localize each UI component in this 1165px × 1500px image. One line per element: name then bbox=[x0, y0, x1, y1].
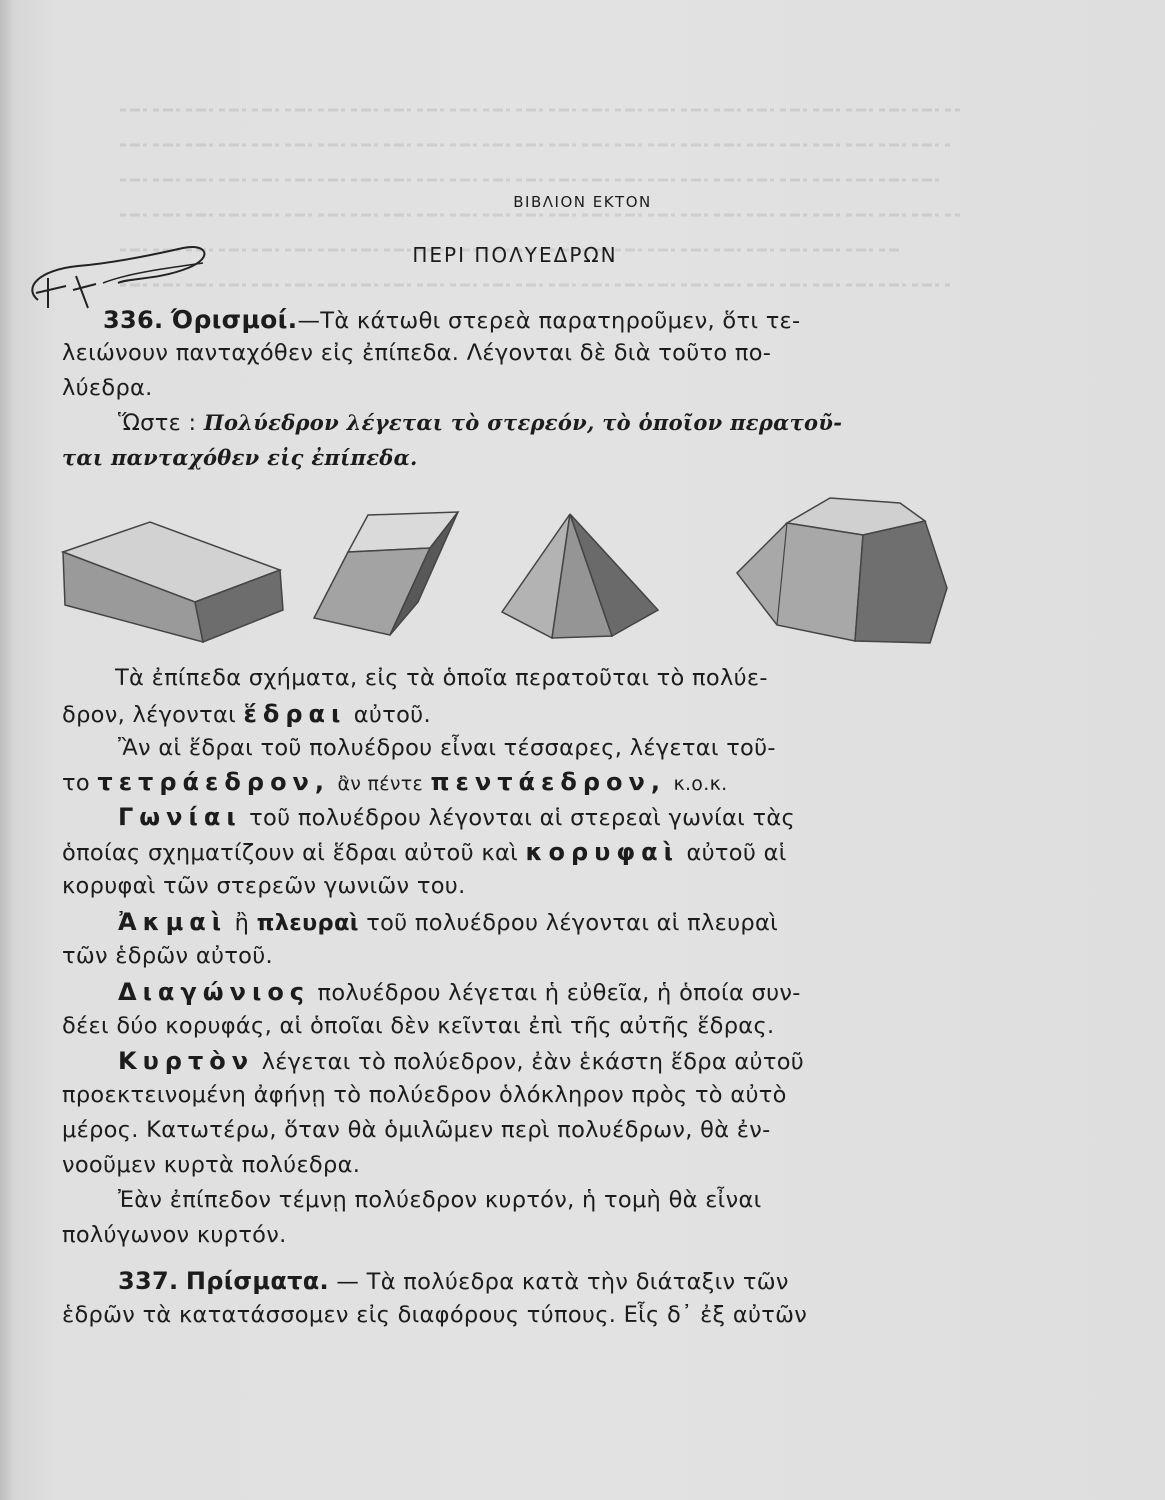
section-number: 336. bbox=[103, 306, 164, 334]
term-diagonios: Διαγώνιος bbox=[118, 978, 311, 1006]
section-number: 337. bbox=[118, 1267, 179, 1295]
text-span: τοῦ πολυέδρου λέγονται αἱ στερεαὶ γωνίαι τὰς bbox=[249, 805, 796, 831]
section-336-line-2: λειώνουν πανταχόθεν εἰς ἐπίπεδα. Λέγονται δὲ διὰ τοῦτο πο- bbox=[62, 340, 772, 366]
term-kyrton: Κυρτὸν bbox=[118, 1047, 255, 1075]
p6-line-4: νοοῦμεν κυρτὰ πολύεδρα. bbox=[62, 1152, 361, 1178]
text-span: το bbox=[62, 770, 90, 796]
term-koryfai: κορυφαὶ bbox=[525, 838, 679, 866]
text-span: αὐτοῦ αἱ bbox=[686, 840, 787, 866]
chapter-title: ΠΕΡΙ ΠΟΛΥΕΔΡΩΝ bbox=[412, 243, 618, 267]
p6-line-1 bbox=[118, 1047, 804, 1075]
p4-line-2: τῶν ἑδρῶν αὐτοῦ. bbox=[62, 943, 274, 969]
section-heading: Πρίσματα. bbox=[185, 1267, 329, 1295]
p5-line-1 bbox=[118, 978, 801, 1006]
p2-line-1: Ἂν αἱ ἕδραι τοῦ πολυέδρου εἶναι τέσσαρες, λέγεται τοῦ- bbox=[118, 735, 776, 761]
term-plevrai: πλευραὶ bbox=[256, 910, 359, 936]
p7-line-1: Ἐὰν ἐπίπεδον τέμνῃ πολύεδρον κυρτόν, ἡ τομὴ θὰ εἶναι bbox=[118, 1187, 762, 1213]
p4-line-1 bbox=[118, 908, 778, 936]
p3-line-2 bbox=[62, 838, 787, 866]
definition-text: Πολύεδρον λέγεται τὸ στερεόν, τὸ ὁποῖον περατοῦ- bbox=[203, 410, 843, 435]
term-edrai: ἕδραι bbox=[243, 700, 347, 728]
section-337-line-1 bbox=[118, 1267, 789, 1295]
definition-line-1 bbox=[118, 410, 842, 436]
pyramid-figure bbox=[500, 512, 660, 642]
text-span: δρον, λέγονται bbox=[62, 702, 237, 728]
text-span: — Τὰ πολύεδρα κατὰ τὴν διάταξιν τῶν bbox=[336, 1269, 789, 1295]
bleed-through-text bbox=[80, 60, 1080, 320]
p3-line-3: κορυφαὶ τῶν στερεῶν γωνιῶν του. bbox=[62, 873, 466, 899]
text-span: —Τὰ κάτωθι στερεὰ παρατηροῦμεν, ὅτι τε- bbox=[297, 308, 801, 334]
p3-line-1 bbox=[118, 803, 795, 831]
text-span: ὁποίας σχηματίζουν αἱ ἕδραι αὐτοῦ καὶ bbox=[62, 840, 518, 866]
oblique-prism-figure bbox=[310, 510, 460, 640]
book-header: ΒΙΒΛΙΟΝ ΕΚΤΟΝ bbox=[513, 193, 652, 211]
term-tetraedron: τετράεδρον, bbox=[97, 768, 331, 796]
text-span: λέγεται τὸ πολύεδρον, ἐὰν ἑκάστη ἕδρα αὐτοῦ bbox=[261, 1049, 805, 1075]
section-337-line-2: ἑδρῶν τὰ κατατάσσομεν εἰς διαφόρους τύπους. Εἷς δ᾽ ἐξ αὐτῶν bbox=[62, 1302, 808, 1328]
section-336-line-3: λύεδρα. bbox=[62, 375, 153, 401]
p6-line-2: προεκτεινομένη ἀφήνῃ τὸ πολύεδρον ὁλόκληρον πρὸς τὸ αὐτὸ bbox=[62, 1082, 787, 1108]
term-pentaedron: πεντάεδρον, bbox=[430, 768, 667, 796]
text-span: ἂν πέντε bbox=[337, 773, 424, 795]
truncated-pyramid-figure bbox=[735, 493, 950, 653]
p6-line-3: μέρος. Κατωτέρω, ὅταν θὰ ὁμιλῶμεν περὶ πολυέδρων, θὰ ἐν- bbox=[62, 1117, 771, 1143]
term-goniai: Γωνίαι bbox=[118, 803, 242, 831]
definition-prefix: Ὥστε : bbox=[118, 410, 197, 436]
rectangular-prism-figure bbox=[55, 510, 285, 645]
text-span: κ.ο.κ. bbox=[673, 773, 728, 795]
p1-line-2 bbox=[62, 700, 431, 728]
p5-line-2: δέει δύο κορυφάς, αἱ ὁποῖαι δὲν κεῖνται ἐπὶ τῆς αὐτῆς ἕδρας. bbox=[62, 1013, 775, 1039]
section-336-line-1 bbox=[103, 305, 800, 334]
definition-line-2: ται πανταχόθεν εἰς ἐπίπεδα. bbox=[62, 445, 418, 470]
text-span: ἢ bbox=[234, 910, 250, 936]
text-span: αὐτοῦ. bbox=[353, 702, 431, 728]
text-span: πολυέδρου λέγεται ἡ εὐθεῖα, ἡ ὁποία συν- bbox=[317, 980, 801, 1006]
section-heading: Όρισμοί. bbox=[170, 305, 298, 334]
text-span: τοῦ πολυέδρου λέγονται αἱ πλευραὶ bbox=[366, 910, 779, 936]
term-akmai: Ἀκμαὶ bbox=[118, 908, 228, 936]
p1-line-1: Τὰ ἐπίπεδα σχήματα, εἰς τὰ ὁποῖα περατοῦται τὸ πολύε- bbox=[115, 665, 768, 691]
p2-line-2 bbox=[62, 768, 727, 796]
p7-line-2: πολύγωνον κυρτόν. bbox=[62, 1222, 287, 1248]
